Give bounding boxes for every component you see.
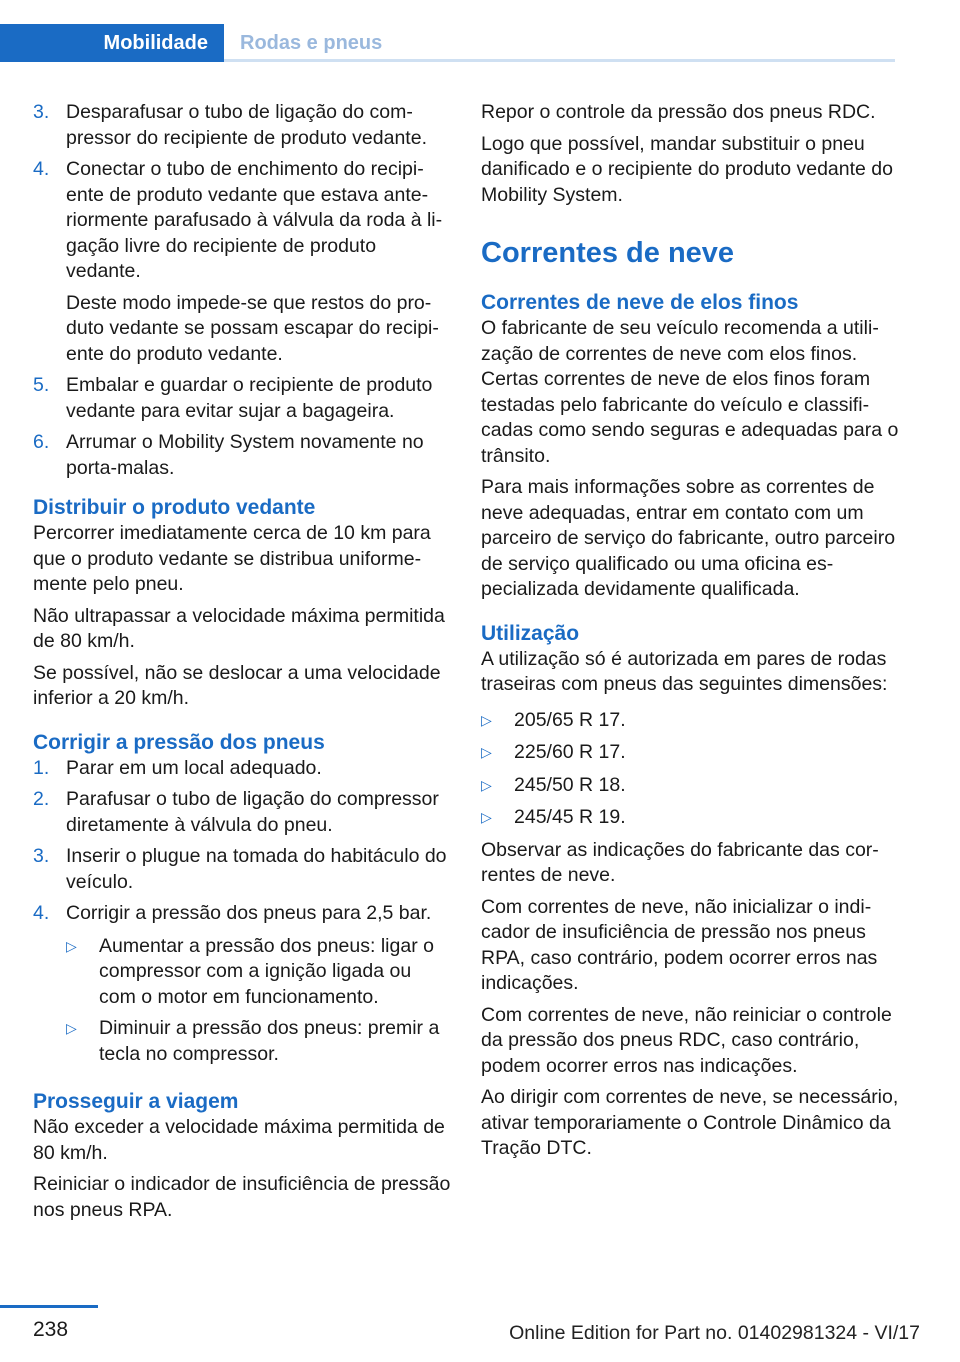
heading-correntes-de-neve: Correntes de neve	[481, 237, 735, 269]
left-column	[33, 100, 453, 1229]
paragraph: Com correntes de neve, não reiniciar o controle da pressão dos pneus RDC, caso contrário, podem ocorrer erros nas indicações.	[481, 1003, 892, 1077]
heading-corrigir: Corrigir a pressão dos pneus	[33, 730, 325, 754]
paragraph: Reiniciar o indicador de insuficiência de pressão nos pneus RPA.	[33, 1173, 451, 1221]
edition-note: Online Edition for Part no. 01402981324 - VI/17	[509, 1322, 920, 1344]
triangle-bullet-icon: ▷	[481, 809, 492, 825]
sub-bullets	[66, 934, 453, 1068]
list-item	[33, 756, 453, 782]
paragraph: A utilização só é autorizada em pares de rodas traseiras com pneus das seguintes dimensões:	[481, 647, 888, 695]
heading-elos-finos: Correntes de neve de elos finos	[481, 291, 799, 314]
list-item	[33, 901, 453, 1073]
step-text: Parafusar o tubo de ligação do compressor diretamente à válvula do pneu.	[66, 788, 439, 836]
list-item	[481, 708, 901, 734]
triangle-bullet-icon: ▷	[66, 937, 77, 954]
list-item	[66, 1016, 453, 1067]
step-text: Embalar e guardar o recipiente de produto vedante para evitar sujar a bagageira.	[66, 374, 433, 422]
paragraph: Logo que possível, mandar substituir o pneu danificado e o recipiente do produto vedante do Mobility System.	[481, 132, 893, 206]
list-item	[481, 805, 901, 831]
step-text: Conectar o tubo de enchimento do recipiente de produto vedante que estava anteriormente parafusado à válvula da roda à ligação livre do recipiente de produto vedante.	[66, 158, 443, 282]
page-header	[0, 0, 895, 62]
triangle-bullet-icon: ▷	[481, 711, 492, 728]
step-number: 5.	[33, 374, 50, 396]
tire-size: 225/60 R 17.	[514, 741, 626, 763]
step-number: 1.	[33, 756, 50, 779]
list-item	[33, 787, 453, 838]
triangle-bullet-icon: ▷	[481, 776, 492, 793]
right-column	[481, 100, 901, 1168]
section-tab-mobilidade[interactable]: Mobilidade	[0, 24, 224, 62]
list-item	[33, 844, 453, 895]
list-item	[66, 934, 453, 1011]
list-item	[481, 773, 901, 799]
heading-distribuir: Distribuir o produto vedante	[33, 496, 316, 519]
step-number: 4.	[33, 158, 50, 180]
triangle-bullet-icon: ▷	[481, 744, 492, 760]
list-item	[33, 100, 453, 151]
steps-continued	[33, 100, 453, 481]
bullet-text: Diminuir a pressão dos pneus: premir a tecla no compressor.	[99, 1017, 440, 1065]
step-text: Parar em um local adequado.	[66, 756, 322, 779]
step-text: Inserir o plugue na tomada do habitáculo do veículo.	[66, 845, 447, 893]
paragraph: Para mais informações sobre as correntes de neve adequadas, entrar em contato com um parceiro de serviço do fabricante, outro parceiro de serviço qualificado ou uma oficina especializada devidamente qualificada.	[481, 476, 896, 600]
paragraph: Se possível, não se deslocar a uma velocidade inferior a 20 km/h.	[33, 661, 441, 709]
bullet-text: Aumentar a pressão dos pneus: ligar o compressor com a ignição ligada ou com o motor em funcionamento.	[99, 934, 434, 1008]
list-item	[33, 157, 453, 367]
paragraph: O fabricante de seu veículo recomenda a utilização de correntes de neve com elos finos. Certas correntes de neve de elos finos foram testadas pelo fabricante do veículo e classificadas como sendo seguras e adequadas para o trânsito.	[481, 317, 899, 467]
step-number: 2.	[33, 788, 50, 810]
step-text: Arrumar o Mobility System novamente no porta-malas.	[66, 431, 424, 479]
footer-accent-line	[0, 1305, 98, 1308]
list-item	[33, 430, 453, 481]
paragraph: Observar as indicações do fabricante das correntes de neve.	[481, 838, 879, 886]
paragraph: Percorrer imediatamente cerca de 10 km para que o produto vedante se distribua uniformemente pelo pneu.	[33, 522, 431, 595]
paragraph: Repor o controle da pressão dos pneus RDC.	[481, 101, 876, 123]
step-number: 4.	[33, 902, 50, 924]
step-text: Desparafusar o tubo de ligação do compressor do recipiente de produto vedante.	[66, 101, 427, 149]
step-number: 3.	[33, 845, 50, 867]
page-number: 238	[33, 1318, 69, 1341]
triangle-bullet-icon: ▷	[66, 1020, 77, 1036]
step-number: 6.	[33, 431, 50, 453]
paragraph: Não exceder a velocidade máxima permitida de 80 km/h.	[33, 1116, 445, 1164]
list-item	[481, 740, 901, 766]
tire-size: 245/45 R 19.	[514, 806, 626, 828]
heading-utilizacao: Utilização	[481, 621, 580, 645]
tire-size: 245/50 R 18.	[514, 773, 626, 796]
list-item	[33, 373, 453, 424]
tire-size: 205/65 R 17.	[514, 708, 626, 731]
step-note: Deste modo impede-se que restos do produto vedante se possam escapar do recipiente do produto vedante.	[66, 291, 439, 365]
paragraph: Não ultrapassar a velocidade máxima permitida de 80 km/h.	[33, 604, 445, 652]
header-divider	[224, 59, 895, 62]
heading-prosseguir: Prosseguir a viagem	[33, 1090, 239, 1113]
step-number: 3.	[33, 101, 50, 123]
step-text: Corrigir a pressão dos pneus para 2,5 bar.	[66, 902, 432, 924]
paragraph: Com correntes de neve, não inicializar o indicador de insuficiência de pressão nos pneus RPA, caso contrário, podem ocorrer erros nas indicações.	[481, 895, 878, 994]
paragraph: Ao dirigir com correntes de neve, se necessário, ativar temporariamente o Controle Dinâmico da Tração DTC.	[481, 1086, 899, 1159]
tire-size-list	[481, 708, 901, 831]
section-tab-rodas-e-pneus[interactable]: Rodas e pneus	[240, 31, 383, 54]
